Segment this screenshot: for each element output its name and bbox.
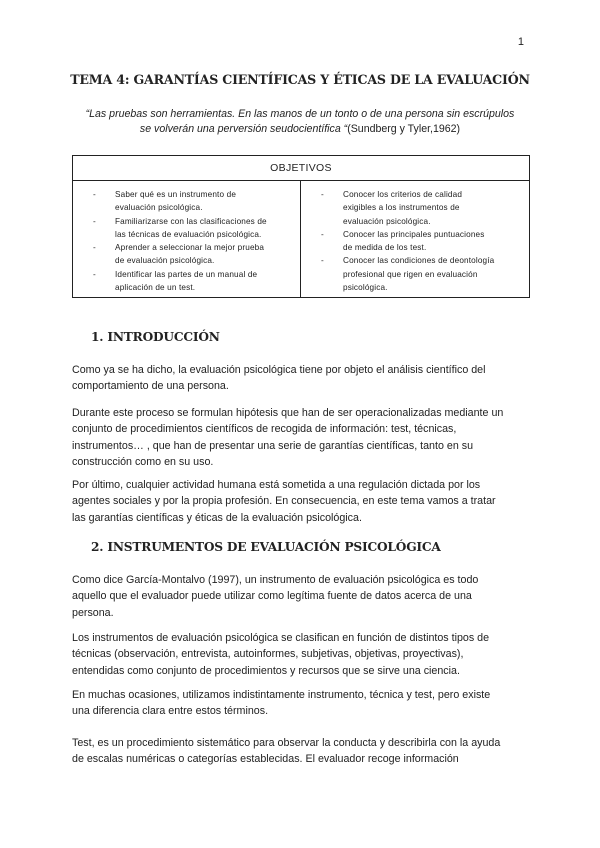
paragraph bbox=[72, 735, 532, 768]
objective-text-line: Conocer los criterios de calidad bbox=[343, 190, 463, 199]
text-line: Test, es un procedimiento sistemático para observar la conducta y describirla con la ayuda bbox=[72, 737, 501, 749]
bullet-dash: - bbox=[93, 190, 96, 199]
quote-line-1: “Las pruebas son herramientas. En las manos de un tonto o de una persona sin escrúpulos bbox=[85, 108, 515, 120]
page-number: 1 bbox=[517, 36, 524, 48]
text-line: técnicas (observación, entrevista, autoinformes, subjetivas, objetivas, proyectivas), bbox=[72, 648, 464, 661]
objectives-right-column bbox=[301, 181, 529, 297]
quote-citation: (Sundberg y Tyler,1962) bbox=[347, 123, 461, 135]
objective-text-line: evaluación psicológica. bbox=[115, 203, 203, 213]
objectives-right-list bbox=[319, 188, 519, 294]
paragraph bbox=[72, 477, 532, 526]
paragraph bbox=[72, 687, 532, 720]
text-line: aquello que el evaluador puede utilizar como legítima fuente de datos acerca de una bbox=[72, 590, 472, 603]
objective-text-line: de medida de los test. bbox=[343, 243, 427, 253]
objectives-left-column bbox=[73, 181, 301, 297]
section-heading-introduccion: 1. INTRODUCCIÓN bbox=[91, 330, 220, 344]
objective-item bbox=[319, 228, 519, 255]
objective-text-line: aplicación de un test. bbox=[115, 283, 196, 293]
text-line: Como ya se ha dicho, la evaluación psicológica tiene por objeto el análisis científico del bbox=[72, 364, 486, 376]
objective-text-line: evaluación psicológica. bbox=[343, 216, 431, 226]
quote-line-2-text: se volverán una perversión seudocientífica “ bbox=[139, 123, 348, 135]
text-line: Por último, cualquier actividad humana está sometida a una regulación dictada por los bbox=[72, 479, 481, 491]
objective-text-line: Conocer las condiciones de deontología bbox=[343, 256, 495, 266]
text-line: las garantías científicas y éticas de la evaluación psicológica. bbox=[72, 511, 362, 524]
text-line: persona. bbox=[72, 606, 114, 619]
objective-text-line: Identificar las partes de un manual de bbox=[115, 269, 258, 279]
paragraph bbox=[72, 405, 532, 470]
objectives-left-list bbox=[91, 188, 294, 294]
bullet-dash: - bbox=[321, 256, 324, 266]
text-line: una diferencia clara entre estos términos. bbox=[72, 705, 269, 718]
objective-item bbox=[91, 241, 294, 268]
objectives-columns bbox=[73, 181, 529, 297]
objective-item bbox=[91, 268, 294, 295]
text-line: construcción como en su uso. bbox=[72, 455, 214, 468]
section-heading-instrumentos: 2. INSTRUMENTOS DE EVALUACIÓN PSICOLÓGICA bbox=[91, 540, 441, 554]
bullet-dash: - bbox=[93, 216, 96, 226]
text-line: conjunto de procedimientos científicos de recogida de información: test, técnicas, bbox=[72, 423, 457, 436]
text-line: de escalas numéricas o categorías establecidas. El evaluador recoge información bbox=[72, 753, 459, 766]
objective-text-line: exigibles a los instrumentos de bbox=[343, 203, 460, 213]
bullet-dash: - bbox=[93, 269, 96, 279]
text-line: instrumentos… , que han de presentar una serie de garantías científicas, tanto en su bbox=[72, 439, 474, 452]
objectives-table bbox=[72, 155, 530, 298]
objective-item bbox=[319, 188, 519, 228]
objective-item bbox=[91, 215, 294, 242]
objective-text-line: Conocer las principales puntuaciones bbox=[343, 229, 485, 239]
paragraph bbox=[72, 630, 532, 679]
text-line: Como dice García-Montalvo (1997), un instrumento de evaluación psicológica es todo bbox=[72, 574, 479, 586]
bullet-dash: - bbox=[321, 190, 324, 199]
objective-text-line: de evaluación psicológica. bbox=[115, 256, 215, 266]
paragraph bbox=[72, 362, 532, 395]
objective-text-line: psicológica. bbox=[343, 283, 388, 293]
objective-item bbox=[91, 188, 294, 215]
epigraph-quote bbox=[70, 107, 530, 137]
bullet-dash: - bbox=[93, 243, 96, 253]
text-line: En muchas ocasiones, utilizamos indistintamente instrumento, técnica y test, pero existe bbox=[72, 689, 491, 701]
objective-text-line: las técnicas de evaluación psicológica. bbox=[115, 229, 262, 239]
objective-item bbox=[319, 254, 519, 294]
objective-text-line: Familiarizarse con las clasificaciones de bbox=[115, 216, 267, 226]
text-line: entendidas como conjunto de procedimientos y recursos que se sirve una ciencia. bbox=[72, 664, 460, 677]
quote-line-2 bbox=[70, 122, 530, 137]
text-line: Los instrumentos de evaluación psicológica se clasifican en función de distintos tipos de bbox=[72, 632, 490, 644]
text-line: agentes sociales y por la propia profesión. En consecuencia, en este tema vamos a tratar bbox=[72, 495, 496, 508]
paragraph bbox=[72, 572, 532, 621]
text-line: comportamiento de una persona. bbox=[72, 380, 229, 393]
objective-text-line: Saber qué es un instrumento de bbox=[115, 190, 237, 199]
objectives-header: OBJETIVOS bbox=[73, 156, 529, 181]
text-line: Durante este proceso se formulan hipótesis que han de ser operacionalizadas mediante un bbox=[72, 407, 504, 419]
document-title: TEMA 4: GARANTÍAS CIENTÍFICAS Y ÉTICAS DE LA EVALUACIÓN bbox=[70, 72, 530, 87]
bullet-dash: - bbox=[321, 229, 324, 239]
objective-text-line: Aprender a seleccionar la mejor prueba bbox=[115, 243, 265, 253]
objective-text-line: profesional que rigen en evaluación bbox=[343, 269, 478, 279]
